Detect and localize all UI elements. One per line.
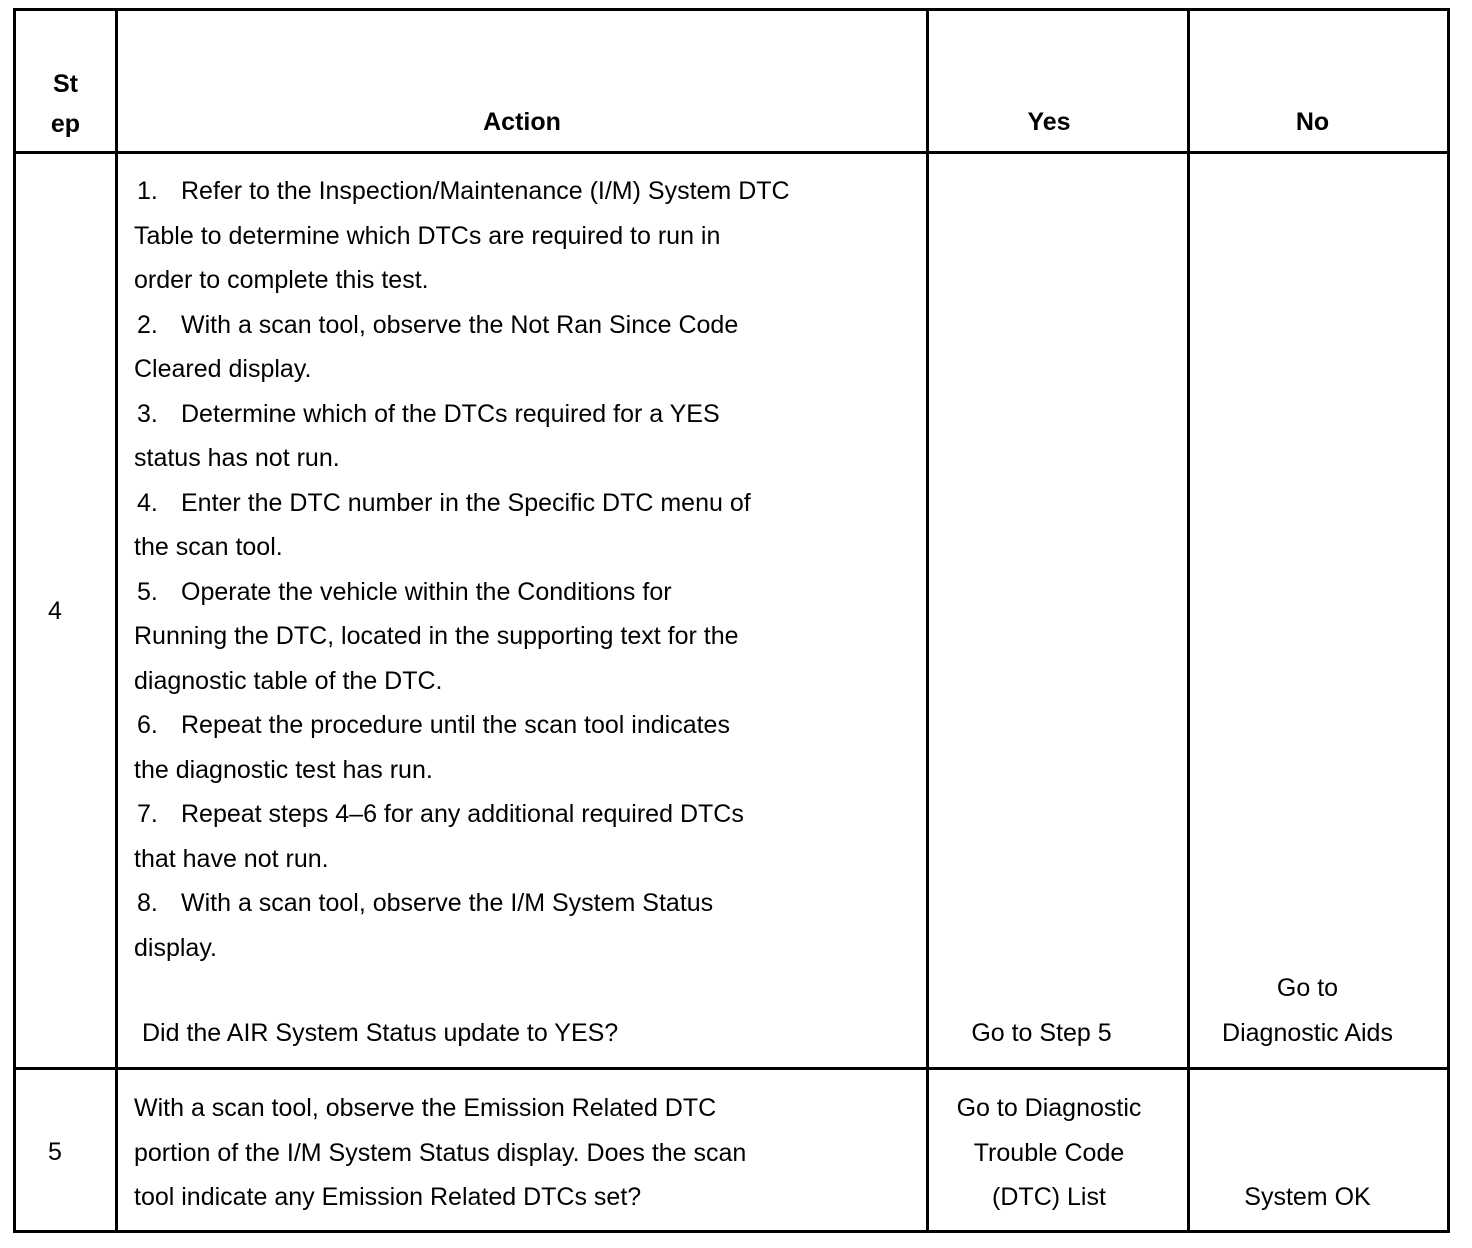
header-yes: Yes	[1027, 108, 1071, 136]
table-border-top	[13, 8, 1450, 11]
step-text-continued: Cleared display.	[134, 355, 312, 383]
row4-yes: Go to Step 5	[971, 1019, 1112, 1047]
step-number: 4.	[137, 488, 158, 517]
step-text: Repeat the procedure until the scan tool indicates	[181, 711, 730, 739]
step-text: Operate the vehicle within the Conditions for	[181, 577, 672, 606]
step-text-continued: the diagnostic test has run.	[134, 755, 433, 784]
row4-action	[134, 169, 914, 970]
step-text: With a scan tool, observe the Not Ran Since Code	[181, 310, 739, 339]
row5-yes	[929, 1086, 1169, 1220]
step-number: 1.	[137, 177, 158, 205]
step-text-continued: display.	[134, 933, 217, 962]
row5-no: System OK	[1244, 1183, 1371, 1211]
row5-step: 5	[48, 1138, 62, 1166]
header-no: No	[1295, 108, 1330, 136]
table-border-right	[1447, 8, 1450, 1233]
row5-action	[134, 1086, 914, 1220]
header-step-line1: St	[53, 70, 78, 98]
action-step-7	[134, 792, 914, 881]
action-step-1	[134, 169, 914, 303]
header-action: Action	[483, 108, 561, 136]
step-text-continued: the scan tool.	[134, 533, 283, 561]
row5-yes-line: Trouble Code	[973, 1138, 1125, 1167]
column-divider-step	[115, 8, 118, 1233]
step-text: Repeat steps 4–6 for any additional required DTCs	[181, 800, 744, 828]
row4-no-line2: Diagnostic Aids	[1222, 1018, 1393, 1047]
step-number: 3.	[137, 399, 158, 428]
table-border-bottom	[13, 1230, 1450, 1233]
row5-action-line: portion of the I/M System Status display. Does the scan	[134, 1138, 747, 1167]
row4-step: 4	[48, 597, 62, 625]
row-divider	[13, 1067, 1450, 1070]
row4-no	[1190, 966, 1425, 1055]
action-step-4	[134, 481, 914, 570]
row5-action-line: With a scan tool, observe the Emission Related DTC	[134, 1094, 717, 1122]
row5-yes-line: Go to Diagnostic	[956, 1094, 1142, 1122]
row4-question: Did the AIR System Status update to YES?	[142, 1019, 619, 1047]
step-text: Determine which of the DTCs required for a YES	[181, 399, 720, 428]
step-text: Refer to the Inspection/Maintenance (I/M) System DTC	[181, 177, 790, 205]
header-step	[16, 64, 115, 144]
step-text-continued: Table to determine which DTCs are required to run in	[134, 221, 721, 250]
step-text: Enter the DTC number in the Specific DTC menu of	[181, 488, 751, 517]
header-step-line2: ep	[50, 110, 81, 138]
action-step-2	[134, 303, 914, 392]
step-text-continued: Running the DTC, located in the supporting text for the	[134, 622, 739, 650]
step-number: 6.	[137, 711, 158, 739]
step-text-continued: status has not run.	[134, 444, 340, 472]
action-step-8	[134, 881, 914, 970]
step-number: 2.	[137, 310, 158, 339]
row5-yes-line: (DTC) List	[992, 1183, 1106, 1211]
step-number: 5.	[137, 577, 158, 606]
row4-no-line1: Go to	[1276, 974, 1339, 1002]
action-step-5	[134, 570, 914, 704]
step-number: 8.	[137, 889, 158, 917]
step-text: With a scan tool, observe the I/M System Status	[181, 889, 714, 917]
row5-action-line: tool indicate any Emission Related DTCs set?	[134, 1183, 642, 1211]
step-text-continued: that have not run.	[134, 844, 329, 873]
header-divider	[13, 151, 1450, 154]
step-text-continued: diagnostic table of the DTC.	[134, 666, 443, 695]
step-text-continued: order to complete this test.	[134, 266, 429, 294]
action-step-3	[134, 392, 914, 481]
action-step-6	[134, 703, 914, 792]
step-number: 7.	[137, 800, 158, 828]
